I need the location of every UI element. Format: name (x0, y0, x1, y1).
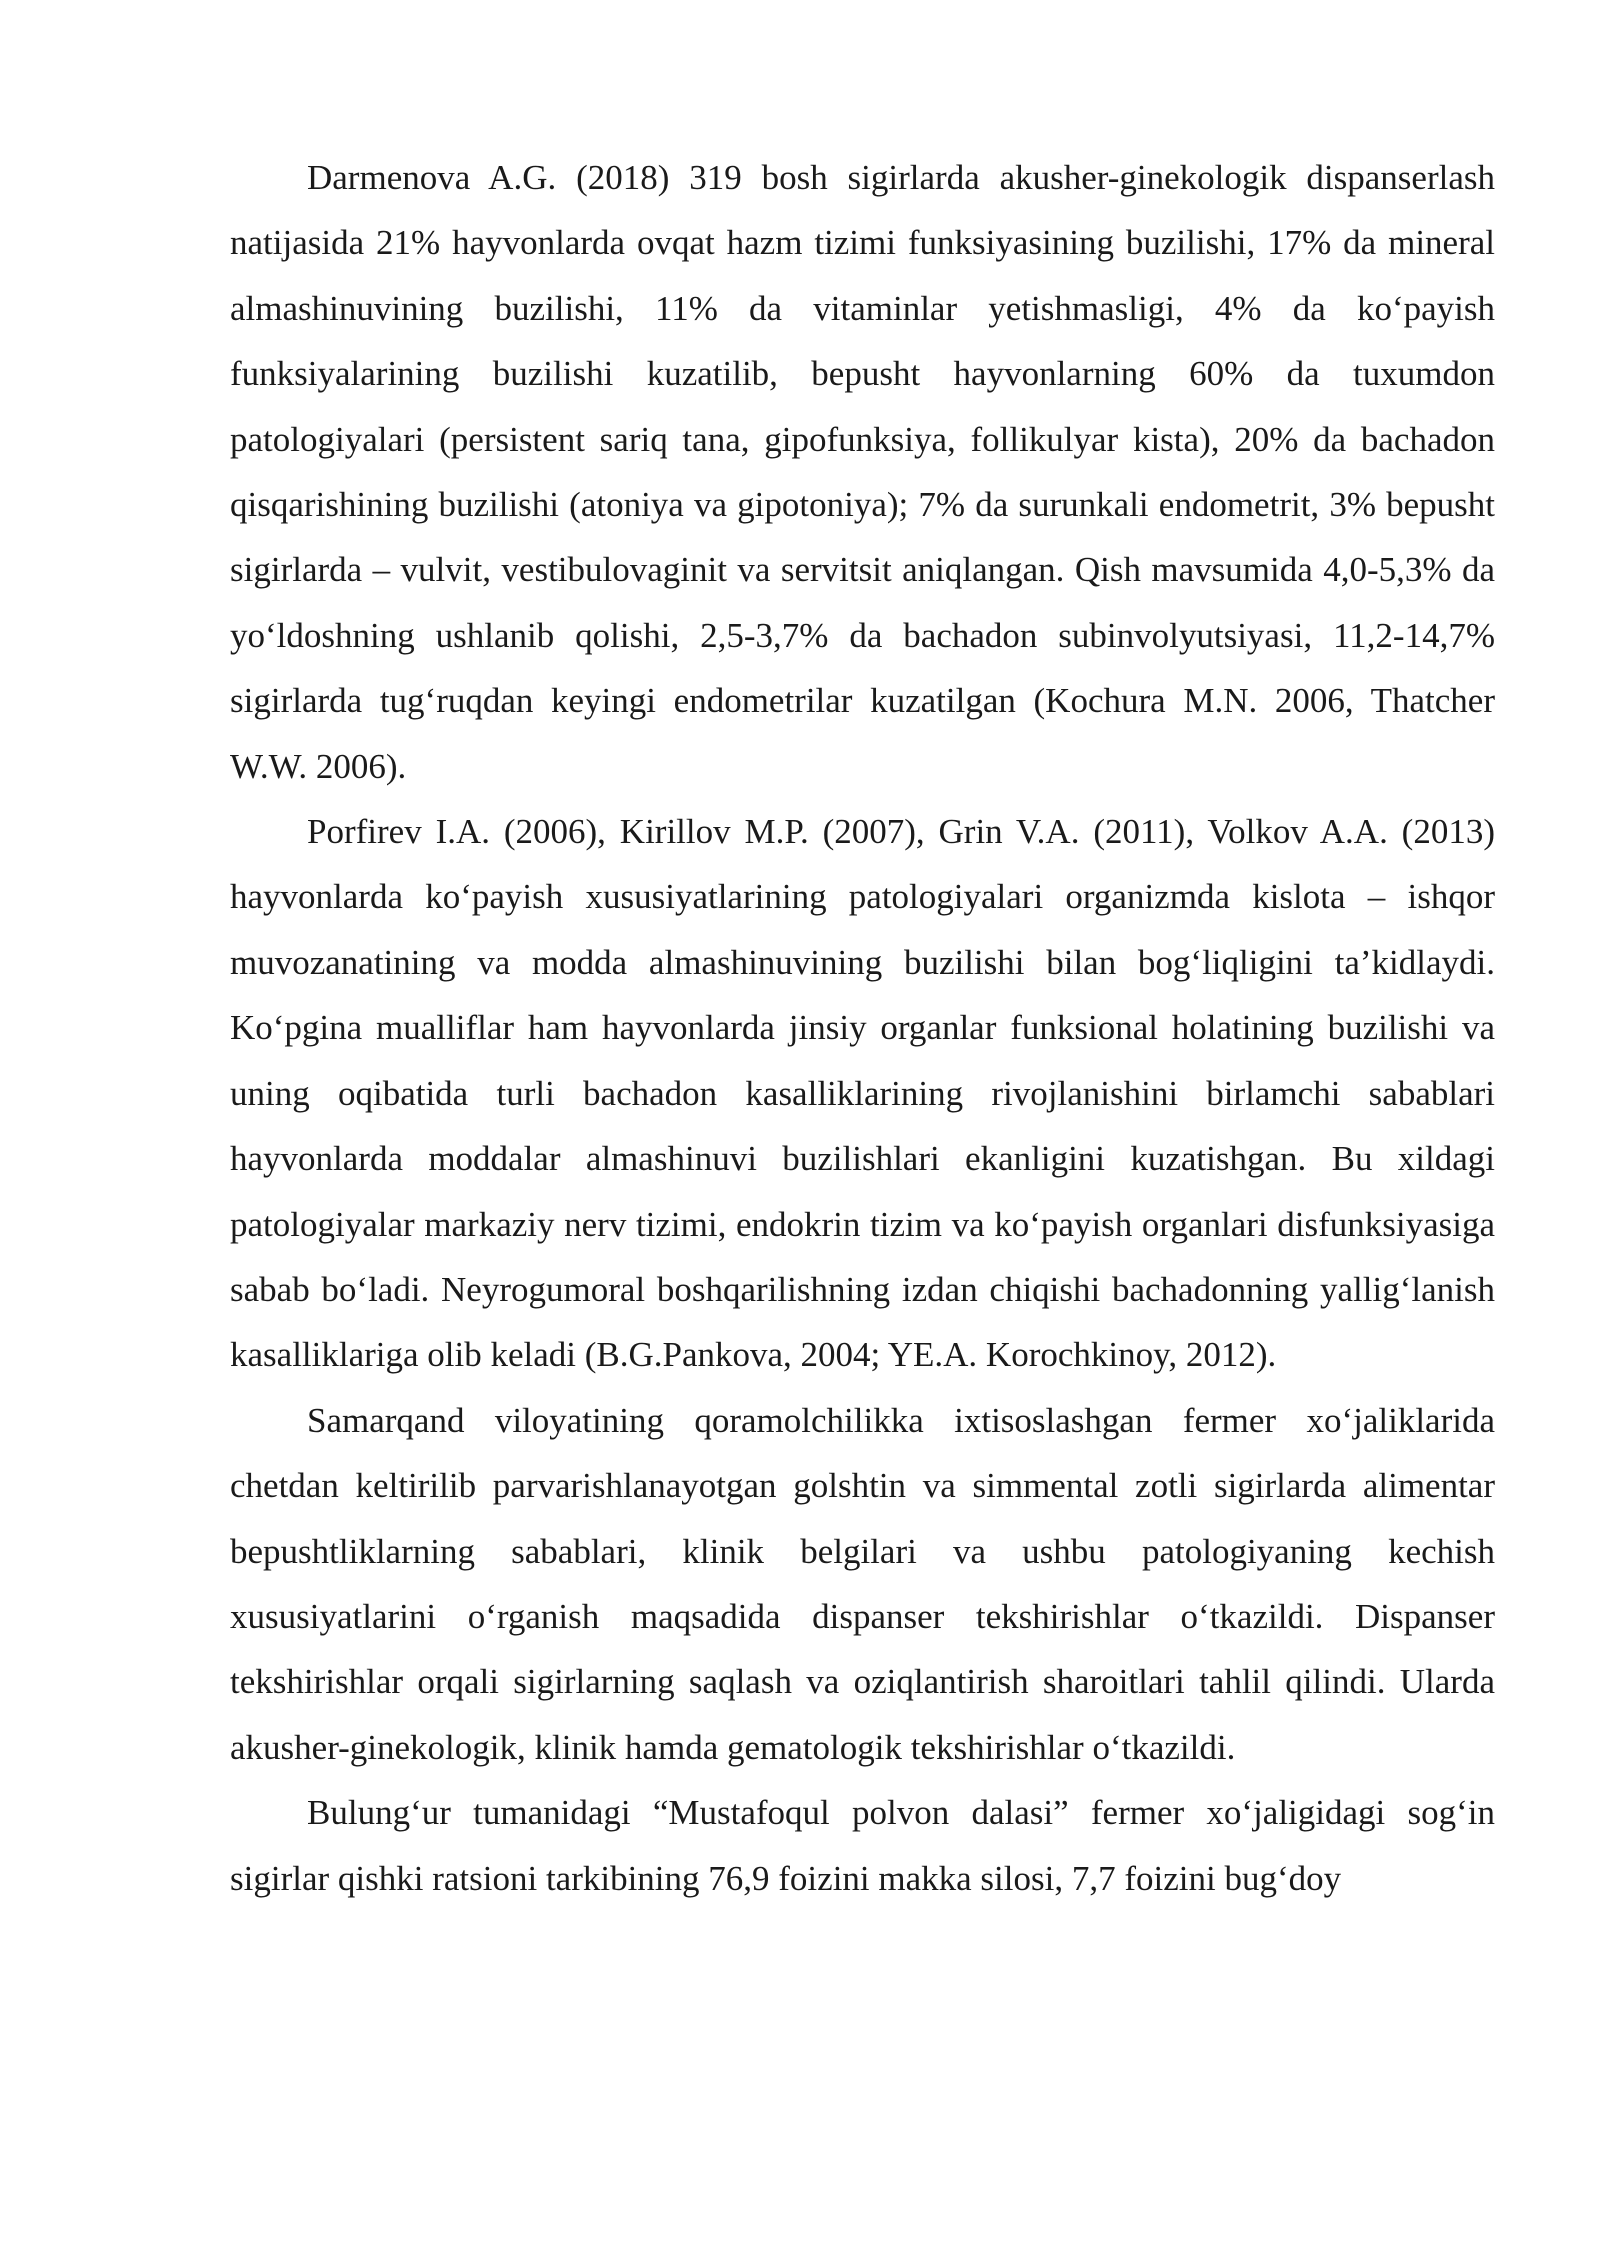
paragraph-samarqand: Samarqand viloyatining qoramolchilikka ixtisoslashgan fermer xo‘jaliklarida chetdan keltirilib parvarishlanayotgan golshtin va simmental zotli sigirlarda alimentar bepushtliklarning sabablari, klinik belgilari va ushbu patologiyaning kechish xususiyatlarini o‘rganish maqsadida dispanser tekshirishlar o‘tkazildi. Dispanser tekshirishlar orqali sigirlarning saqlash va oziqlantirish sharoitlari tahlil qilindi. Ularda akusher-ginekologik, klinik hamda gematologik tekshirishlar o‘tkazildi. (230, 1400, 1495, 1767)
paragraph-bulungur: Bulung‘ur tumanidagi “Mustafoqul polvon dalasi” fermer xo‘jaligidagi sog‘in sigirlar qishki ratsioni tarkibining 76,9 foizini makka silosi, 7,7 foizini bug‘doy (230, 1793, 1495, 1898)
document-page (230, 145, 1495, 1911)
paragraph-darmenova: Darmenova A.G. (2018) 319 bosh sigirlarda akusher-ginekologik dispanserlash natijasida 21% hayvonlarda ovqat hazm tizimi funksiyasining buzilishi, 17% da mineral almashinuvining buzilishi, 11% da vitaminlar yetishmasligi, 4% da ko‘payish funksiyalarining buzilishi kuzatilib, bepusht hayvonlarning 60% da tuxumdon patologiyalari (persistent sariq tana, gipofunksiya, follikulyar kista), 20% da bachadon qisqarishining buzilishi (atoniya va gipotoniya); 7% da surunkali endometrit, 3% bepusht sigirlarda – vulvit, vestibulovaginit va servitsit aniqlangan. Qish mavsumida 4,0-5,3% da yo‘ldoshning ushlanib qolishi, 2,5-3,7% da bachadon subinvolyutsiyasi, 11,2-14,7% sigirlarda tug‘ruqdan keyingi endometrilar kuzatilgan (Kochura M.N. 2006, Thatcher W.W. 2006). (230, 158, 1495, 786)
paragraph-porfirev: Porfirev I.A. (2006), Kirillov M.P. (2007), Grin V.A. (2011), Volkov A.A. (2013) hayvonlarda ko‘payish xususiyatlarining patologiyalari organizmda kislota – ishqor muvozanatining va modda almashinuvining buzilishi bilan bog‘liqligini ta’kidlaydi. Ko‘pgina mualliflar ham hayvonlarda jinsiy organlar funksional holatining buzilishi va uning oqibatida turli bachadon kasalliklarining rivojlanishini birlamchi sabablari hayvonlarda moddalar almashinuvi buzilishlari ekanligini kuzatishgan. Bu xildagi patologiyalar markaziy nerv tizimi, endokrin tizim va ko‘payish organlari disfunksiyasiga sabab bo‘ladi. Neyrogumoral boshqarilishning izdan chiqishi bachadonning yallig‘lanish kasalliklariga olib keladi (B.G.Pankova, 2004; YE.A. Korochkinoy, 2012). (230, 812, 1495, 1375)
